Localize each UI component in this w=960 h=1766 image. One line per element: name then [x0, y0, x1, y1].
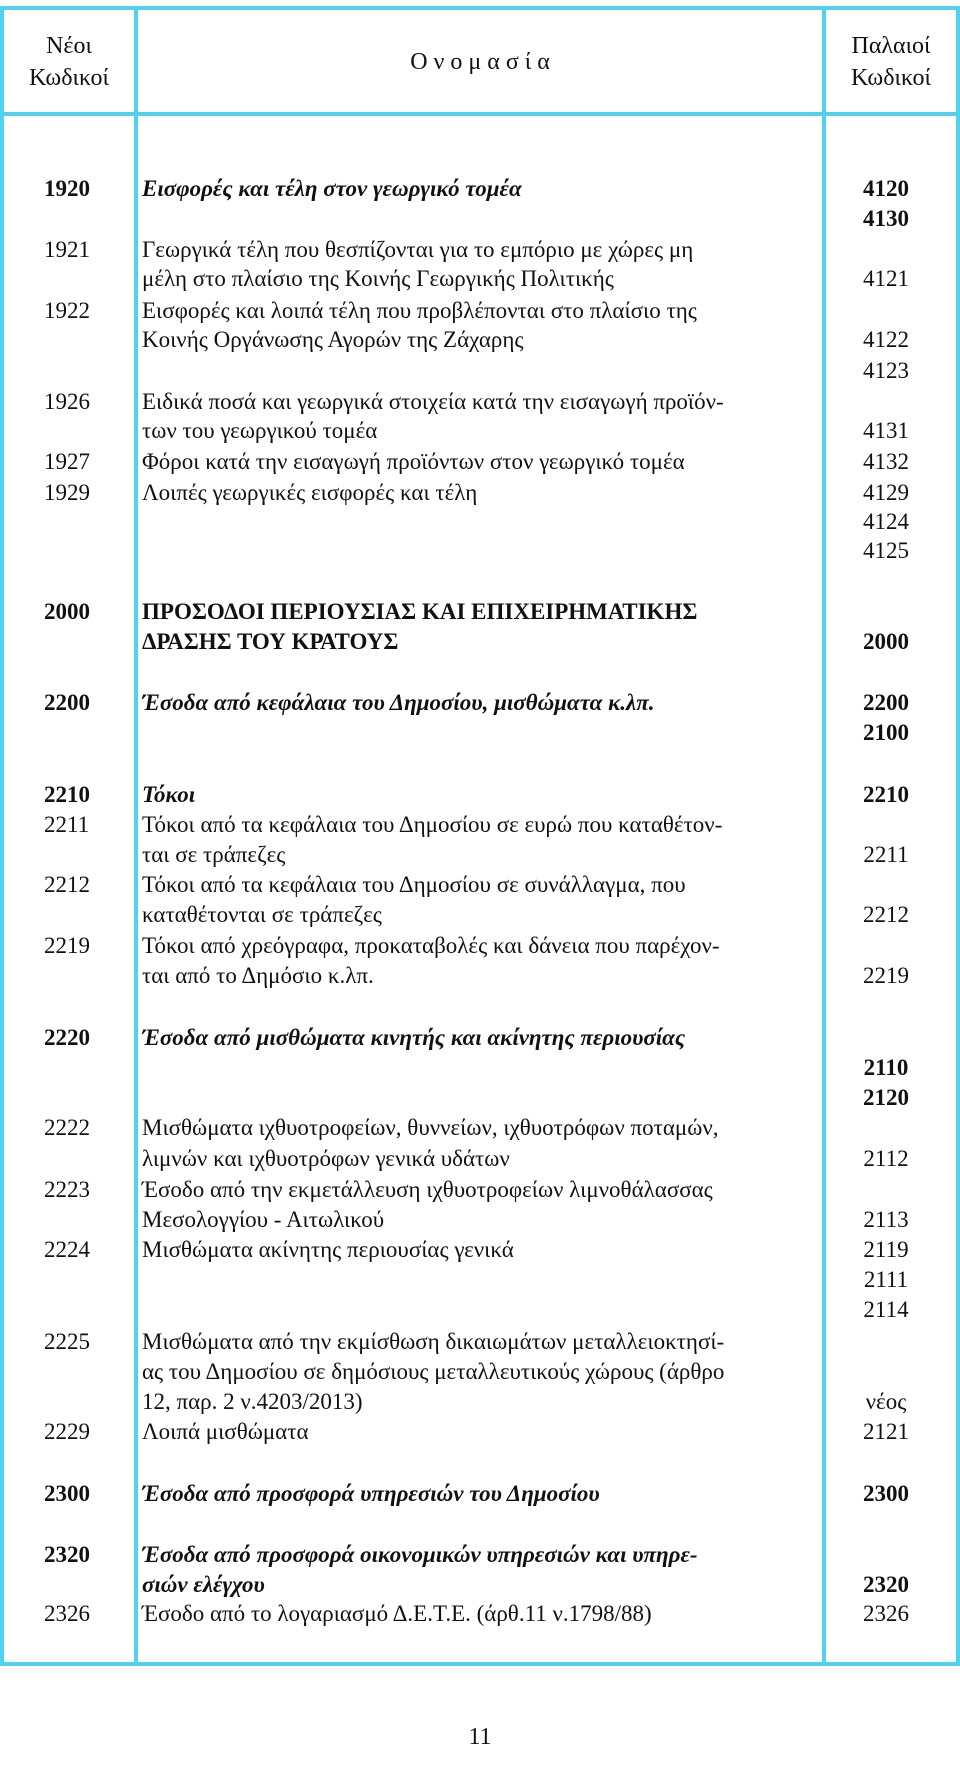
item-name: μέλη στο πλαίσιο της Κοινής Γεωργικής Πολιτικής	[142, 266, 614, 291]
item-name: σιών ελέγχου	[142, 1572, 265, 1597]
page-number: 11	[468, 1724, 492, 1750]
old-code: 2212	[863, 902, 909, 927]
item-name: Τόκοι από χρεόγραφα, προκαταβολές και δάνεια που παρέχον-	[142, 933, 720, 958]
header-old-codes-label: Παλαιοί Κωδικοί	[850, 33, 932, 91]
item-name: λιμνών και ιχθυοτρόφων γενικά υδάτων	[142, 1146, 510, 1171]
item-name: ται από το Δημόσιο κ.λπ.	[142, 963, 374, 988]
item-name: Κοινής Οργάνωσης Αγορών της Ζάχαρης	[142, 327, 524, 352]
new-code: 1927	[44, 449, 90, 474]
right-border	[956, 6, 960, 1666]
new-code: 1921	[44, 237, 90, 262]
old-code: 4130	[863, 206, 909, 231]
item-name: ται σε τράπεζες	[142, 842, 286, 867]
old-code: 4131	[863, 418, 909, 443]
new-code: 2219	[44, 933, 90, 958]
new-code: 2225	[44, 1329, 90, 1354]
item-name: ΠΡΟΣΟΔΟΙ ΠΕΡΙΟΥΣΙΑΣ ΚΑΙ ΕΠΙΧΕΙΡΗΜΑΤΙΚΗΣ	[142, 599, 698, 624]
old-code: 2111	[863, 1267, 909, 1292]
new-code: 2212	[44, 872, 90, 897]
item-name: Τόκοι	[142, 782, 196, 807]
old-code: 2219	[863, 963, 909, 988]
header-new-codes	[4, 10, 134, 114]
old-code: 4121	[863, 266, 909, 291]
old-code: 2113	[863, 1207, 909, 1232]
old-code: 4120	[863, 176, 909, 201]
old-code: 4129	[863, 480, 909, 505]
item-name: ΔΡΑΣΗΣ ΤΟΥ ΚΡΑΤΟΥΣ	[142, 629, 399, 654]
new-code: 2224	[44, 1237, 90, 1262]
header-name-label: Ο ν ο μ α σ ί α	[410, 49, 550, 75]
table-bottom-border	[0, 1662, 960, 1666]
old-code: 2211	[863, 842, 909, 867]
item-name: των του γεωργικού τομέα	[142, 418, 378, 443]
old-code: 4124	[863, 509, 909, 534]
old-code: 2210	[863, 782, 909, 807]
item-name: Μισθώματα ιχθυοτροφείων, θυννείων, ιχθυοτρόφων ποταμών,	[142, 1115, 719, 1140]
old-code: 2000	[863, 629, 909, 654]
old-code: 2114	[863, 1297, 909, 1322]
new-code: 2220	[44, 1025, 90, 1050]
new-code: 2200	[44, 690, 90, 715]
old-code: 2300	[863, 1481, 909, 1506]
new-code: 2211	[44, 812, 90, 837]
new-code: 2000	[44, 599, 90, 624]
item-name: Έσοδα από μισθώματα κινητής και ακίνητης περιουσίας	[142, 1025, 686, 1050]
item-name: Εισφορές και τέλη στον γεωργικό τομέα	[142, 176, 522, 201]
item-name: ας του Δημοσίου σε δημόσιους μεταλλευτικούς χώρους (άρθρο	[142, 1359, 725, 1384]
item-name: Εισφορές και λοιπά τέλη που προβλέπονται στο πλαίσιο της	[142, 298, 697, 323]
new-code: 2222	[44, 1115, 90, 1140]
item-name: Ειδικά ποσά και γεωργικά στοιχεία κατά την εισαγωγή προϊόν-	[142, 389, 724, 414]
old-code: 4125	[863, 538, 909, 563]
item-name: Έσοδα από προσφορά υπηρεσιών του Δημοσίου	[142, 1481, 600, 1506]
new-code: 1922	[44, 298, 90, 323]
new-code: 1920	[44, 176, 90, 201]
header-name	[138, 10, 822, 114]
item-name: Έσοδο από το λογαριασμό Δ.Ε.Τ.Ε. (άρθ.11 ν.1798/88)	[142, 1601, 652, 1626]
item-name: Έσοδα από προσφορά οικονομικών υπηρεσιών και υπηρε-	[142, 1542, 698, 1567]
item-name: 12, παρ. 2 ν.4203/2013)	[142, 1389, 363, 1414]
left-border	[0, 6, 4, 1666]
header-new-codes-label: Νέοι Κωδικοί	[28, 33, 110, 91]
new-code: 1929	[44, 480, 90, 505]
column-divider-2	[822, 6, 826, 1666]
new-code: 2300	[44, 1481, 90, 1506]
old-code: 2100	[863, 720, 909, 745]
old-code: 2326	[863, 1601, 909, 1626]
item-name: Έσοδα από κεφάλαια του Δημοσίου, μισθώματα κ.λπ.	[142, 690, 655, 715]
item-name: Μισθώματα ακίνητης περιουσίας γενικά	[142, 1237, 514, 1262]
item-name: Φόροι κατά την εισαγωγή προϊόντων στον γεωργικό τομέα	[142, 449, 685, 474]
old-code: 2119	[863, 1237, 909, 1262]
old-code: 4122	[863, 327, 909, 352]
header-old-codes	[826, 10, 956, 114]
item-name: Τόκοι από τα κεφάλαια του Δημοσίου σε ευρώ που καταθέτον-	[142, 812, 723, 837]
item-name: Τόκοι από τα κεφάλαια του Δημοσίου σε συνάλλαγμα, που	[142, 872, 686, 897]
old-code: 2121	[863, 1419, 909, 1444]
old-code: 2200	[863, 690, 909, 715]
old-code: 2110	[863, 1055, 909, 1080]
old-code: 2112	[863, 1146, 909, 1171]
old-code: 2320	[863, 1572, 909, 1597]
new-code: 1926	[44, 389, 90, 414]
item-name: καταθέτονται σε τράπεζες	[142, 902, 382, 927]
new-code: 2223	[44, 1177, 90, 1202]
old-code: 4132	[863, 449, 909, 474]
new-code: 2320	[44, 1542, 90, 1567]
new-code: 2326	[44, 1601, 90, 1626]
item-name: Γεωργικά τέλη που θεσπίζονται για το εμπόριο με χώρες μη	[142, 237, 694, 262]
old-code: νέος	[865, 1389, 907, 1414]
column-divider-1	[134, 6, 138, 1666]
item-name: Λοιπές γεωργικές εισφορές και τέλη	[142, 480, 478, 505]
item-name: Έσοδο από την εκμετάλλευση ιχθυοτροφείων λιμνοθάλασσας	[142, 1177, 713, 1202]
old-code: 4123	[863, 358, 909, 383]
item-name: Λοιπά μισθώματα	[142, 1419, 309, 1444]
item-name: Μεσολογγίου - Αιτωλικού	[142, 1207, 385, 1232]
new-code: 2210	[44, 782, 90, 807]
old-code: 2120	[863, 1085, 909, 1110]
item-name: Μισθώματα από την εκμίσθωση δικαιωμάτων μεταλλειοκτησί-	[142, 1329, 725, 1354]
new-code: 2229	[44, 1419, 90, 1444]
